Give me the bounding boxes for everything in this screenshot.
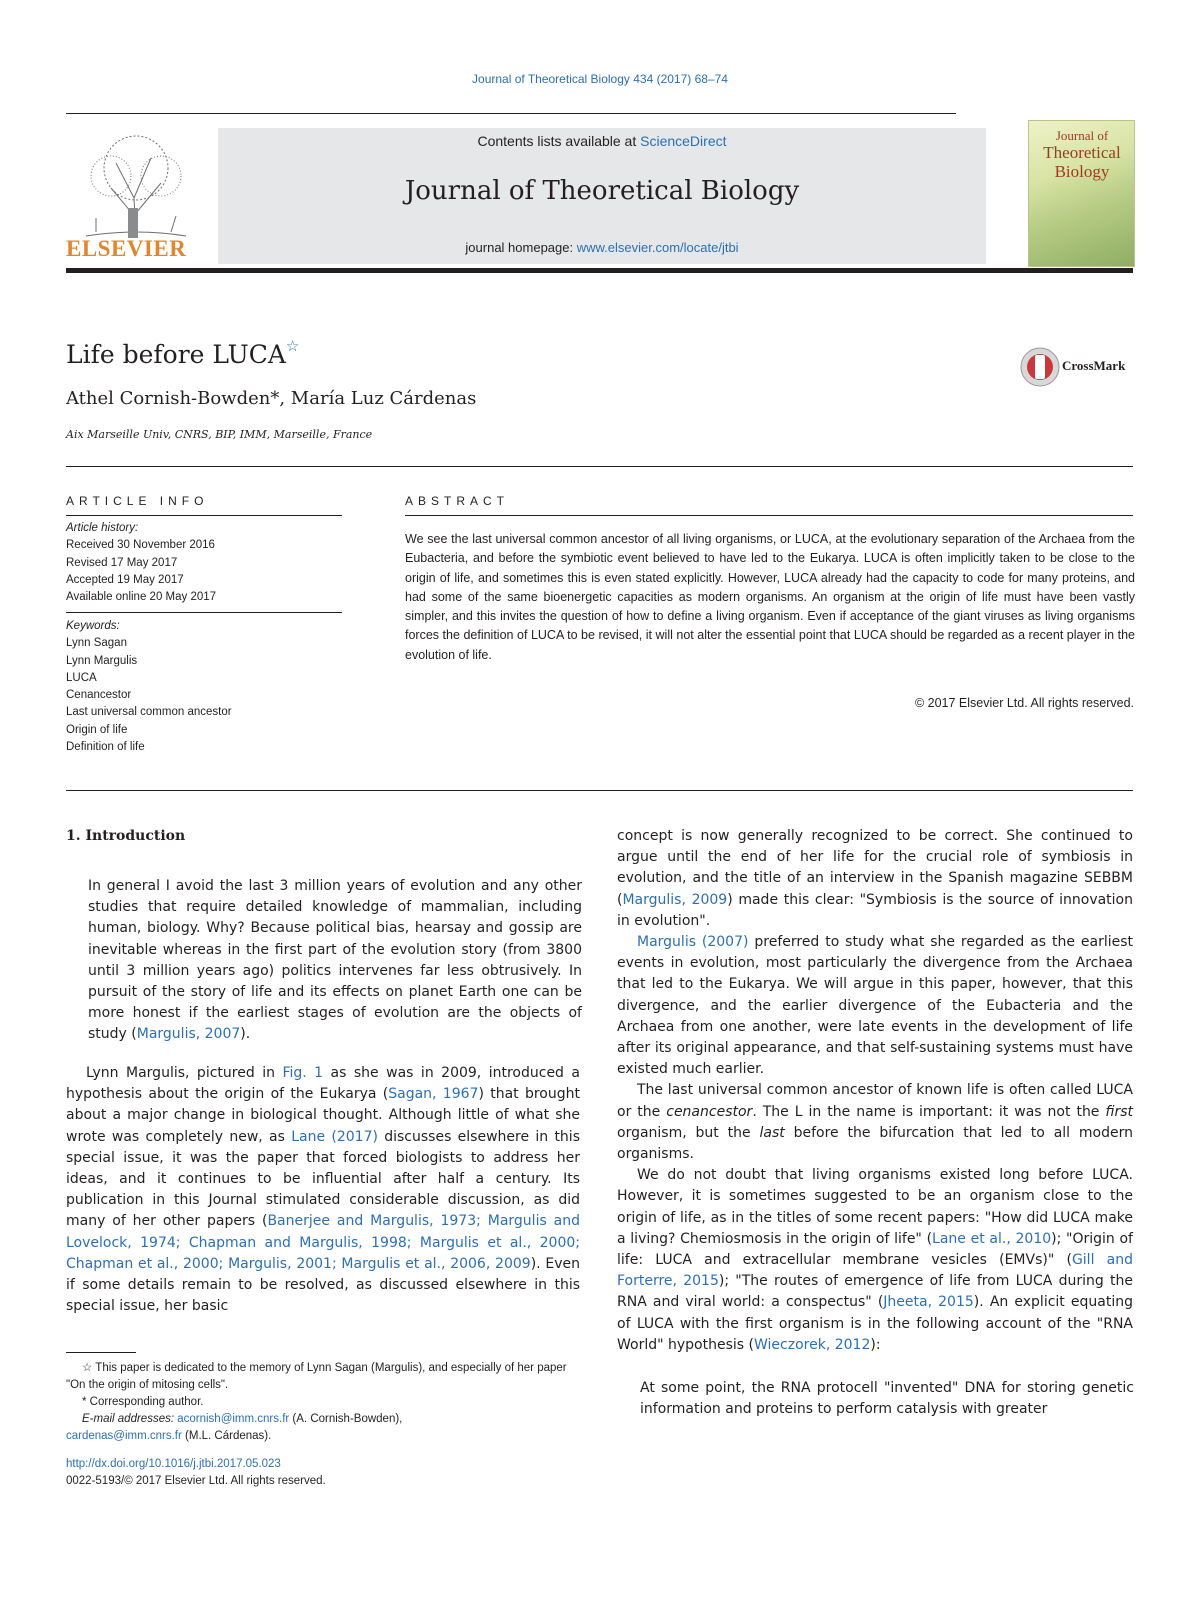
journal-cover-title: Journal of Theoretical Biology [1043,128,1121,181]
email-link[interactable]: acornish@imm.cnrs.fr [177,1413,290,1425]
citation-link[interactable]: Margulis, 2009 [622,891,728,908]
abstract-heading: ABSTRACT [405,494,510,508]
citation-link[interactable]: Margulis (2007) [637,934,749,951]
sciencedirect-link[interactable]: ScienceDirect [640,133,727,149]
title-footnote-mark[interactable]: ☆ [285,337,300,355]
abstract-copyright: © 2017 Elsevier Ltd. All rights reserved. [914,696,1134,710]
front-matter-rule [66,790,1133,791]
citation-link[interactable]: Gill and Forterre, 2015 [617,1252,1133,1290]
right-column [617,826,1133,1356]
keyword-item: Definition of life [66,741,145,754]
block-quote: At some point, the RNA protocell "invented" DNA for storing genetic information and proteins to perform catalysis with greater [640,1380,1134,1418]
body-paragraph: We do not doubt that living organisms existed long before LUCA. However, it is sometimes suggested to be an organism close to the origin of life, as in the titles of some recent papers: "How did LUCA make a living? Chemiosmosis in the origin of life" (Lane et al., 2010); "Origin of life: LUCA and extracellular membrane vesicles (EMVs)" (Gill and Forterre, 2015); "The routes of emergence of life from LUCA during the RNA and viral world: a conspectus" (Jheeta, 2015). An explicit equating of LUCA with the first organism is in the following account of the "RNA World" hypothesis (Wieczorek, 2012): [617,1167,1134,1353]
article-history: Article history: Received 30 November 2016 Revised 17 May 2017 Accepted 19 May 2017 Available online 20 May 2017 [66,520,342,606]
corresponding-footnote: * Corresponding author. [82,1396,204,1408]
contents-line: Contents lists available at ScienceDirect [477,133,727,149]
keyword-item: LUCA [66,671,97,684]
epigraph: In general I avoid the last 3 million years of evolution and any other studies that require detailed knowledge of mammalian, including human, biology. Why? Because political bias, hearsay and gossip are inevitable whereas in the first part of the evolution story (from 3800 until 3 million years ago) politics intervenes far less obtrusively. In pursuit of the story of life and its effects on planet Earth one can be more honest if the earliest stages of evolution are the objects of study (Margulis, 2007). [88,878,582,1043]
history-item: Accepted 19 May 2017 [66,573,184,586]
crossmark-label: CrossMark [1062,358,1126,373]
doi-block [66,1456,326,1490]
citation-link[interactable]: Lane et al., 2010 [932,1230,1052,1247]
paper-title: Life before LUCA☆ [66,337,300,369]
citation-link[interactable]: Wieczorek, 2012 [754,1336,871,1353]
article-info-rule-2 [66,612,342,613]
citation-link[interactable]: Margulis, 2007 [136,1026,241,1043]
journal-title: Journal of Theoretical Biology [404,176,800,206]
citation-link[interactable]: Sagan, 1967 [388,1086,479,1103]
history-item: Revised 17 May 2017 [66,556,178,569]
issn-line: 0022-5193/© 2017 Elsevier Ltd. All rights reserved. [66,1475,326,1487]
citation-link[interactable]: Lane (2017) [291,1128,378,1145]
masthead-top-rule [66,113,956,114]
section-heading: 1. Introduction [66,828,186,844]
crossmark-icon [1018,346,1062,388]
masthead-bottom-rule [66,268,1133,273]
homepage-line: journal homepage: www.elsevier.com/locate/jtbi [465,240,739,255]
abstract-text: We see the last universal common ancestor of all living organisms, or LUCA, at the evolutionary separation of the Archaea from the Eubacteria, and before the symbiotic event believed to have led to the Eukarya. LUCA is often implicitly taken to be close to the origin of life, and sometimes this is even stated explicitly. However, LUCA already had the capacity to code for many proteins, and had some of the same bioenergetic capacities as modern organisms. An organism at the origin of life must have been vastly simpler, and this invites the question of how to define a living organism. Even if acceptance of the giant viruses as living organisms forces the definition of LUCA to be revised, it will not alter the essential point that LUCA should be regarded as a recent player in the evolution of life. [405,532,1135,662]
email-link[interactable]: cardenas@imm.cnrs.fr [66,1430,182,1442]
body-paragraph: Lynn Margulis, pictured in Fig. 1 as she was in 2009, introduced a hypothesis about the origin of the Eukarya (Sagan, 1967) that brought about a major change in biological thought. Although little of what she wrote was completely new, as Lane (2017) discusses elsewhere in this special issue, it was the paper that forced biologists to address her ideas, and it continues to be influential after half a century. Its publication in this Journal stimulated considerable discussion, as did many of her other papers (Banerjee and Margulis, 1973; Margulis and Lovelock, 1974; Chapman and Margulis, 1998; Margulis et al., 2000; Chapman et al., 2000; Margulis, 2001; Margulis et al., 2006, 2009). Even if some details remain to be resolved, as discussed elsewhere in this special issue, her basic [66,1065,580,1315]
affiliation: Aix Marseille Univ, CNRS, BIP, IMM, Marseille, France [66,428,373,441]
citation-link[interactable]: Banerjee and Margulis, 1973; Margulis and Lovelock, 1974; Chapman and Margulis, 1998; Margulis et al., 2000; Chapman et al., 2000; Margulis, 2001; Margulis et al., 2006, 2009 [66,1213,580,1272]
keyword-item: Last universal common ancestor [66,706,232,719]
body-paragraph: Margulis (2007) preferred to study what she regarded as the earliest events in evolution, most particularly the divergence from the Archaea that led to the Eukarya. We will argue in this paper, however, that this divergence, and the earlier divergence of the Eubacteria and the Archaea from one another, were late events in the development of life after its original appearance, and that self-sustaining systems must have existed much earlier. [617,934,1133,1078]
homepage-link[interactable]: www.elsevier.com/locate/jtbi [576,240,739,255]
citation-link[interactable]: Jheeta, 2015 [883,1294,974,1311]
history-item: Received 30 November 2016 [66,539,215,552]
article-info-rule-1 [66,515,342,516]
body-paragraph: concept is now generally recognized to be correct. She continued to argue until the end of her life for the crucial role of symbiosis in evolution, and the title of an interview in the Spanish magazine SEBBM (Margulis, 2009) made this clear: "Symbiosis is the source of innovation in evolution". [617,828,1133,929]
keyword-item: Origin of life [66,723,128,736]
keyword-item: Lynn Sagan [66,637,127,650]
footnote-rule [66,1352,136,1353]
body-paragraph: The last universal common ancestor of known life is often called LUCA or the cenancestor. The L in the name is important: it was not the first organism, but the last before the bifurcation that led to all modern organisms. [617,1082,1133,1163]
abstract-rule [405,515,1133,516]
crossmark-badge[interactable] [1018,346,1138,388]
author-list: Athel Cornish-Bowden*, María Luz Cárdenas [66,388,477,409]
keywords: Keywords: Lynn Sagan Lynn Margulis LUCA Cenancestor Last universal common ancestor Origin of life Definition of life [66,618,342,756]
title-block-rule [66,466,1133,467]
history-item: Available online 20 May 2017 [66,591,217,604]
elsevier-wordmark: ELSEVIER [66,236,187,261]
doi-link[interactable]: http://dx.doi.org/10.1016/j.jtbi.2017.05.023 [66,1458,281,1470]
dedication-footnote: ☆ This paper is dedicated to the memory of Lynn Sagan (Margulis), and especially of her paper "On the origin of mitosing cells". [66,1362,567,1391]
email-footnote: E-mail addresses: acornish@imm.cnrs.fr (A. Cornish-Bowden), [82,1413,403,1425]
footnotes: ☆ This paper is dedicated to the memory of Lynn Sagan (Margulis), and especially of her paper "On the origin of mitosing cells". * Corresponding author. E-mail addresses: acornish@imm.cnrs.fr (A. Cornish-Bowden), cardenas@imm.cnrs.fr (M.L. Cárdenas). [66,1360,580,1445]
keyword-item: Cenancestor [66,689,132,702]
figure-link[interactable]: Fig. 1 [282,1065,324,1081]
running-head[interactable]: Journal of Theoretical Biology 434 (2017) 68–74 [472,72,728,86]
article-info-heading: ARTICLE INFO [66,494,209,508]
keyword-item: Lynn Margulis [66,654,138,667]
